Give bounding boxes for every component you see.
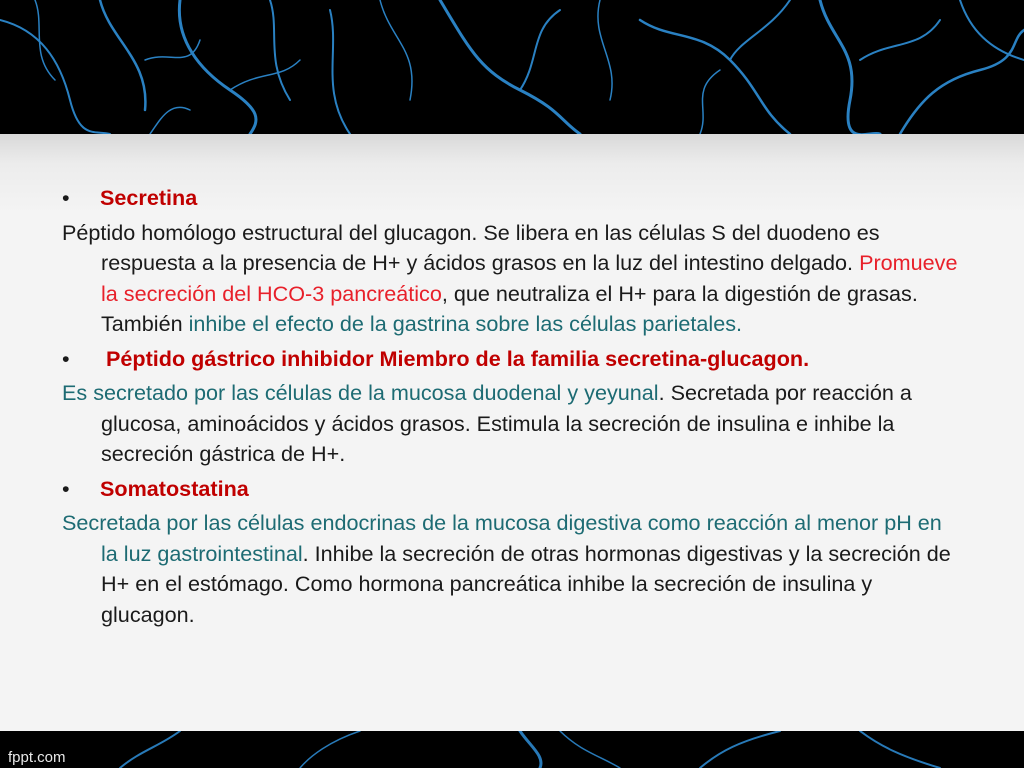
paragraph-gip <box>62 378 962 470</box>
text-secretina-c: , que neutraliza el H+ para la digestión de grasas. También <box>101 280 918 336</box>
bullet-dot: • <box>62 185 70 210</box>
text-gip-b: . Secretada por reacción a glucosa, aminoácidos y ácidos grasos. Estimula la secreción de insulina e inhibe la secreción gástrica de H+. <box>101 380 912 466</box>
paragraph-somatostatina <box>62 508 962 630</box>
slide-text-body <box>62 183 962 634</box>
footer-brand-text: fppt.com <box>8 749 66 766</box>
text-gip-teal: Es secretado por las células de la mucosa duodenal y yeyunal <box>62 380 659 405</box>
text-secretina-teal: inhibe el efecto de la gastrina sobre las células parietales. <box>188 311 742 336</box>
footer-background-band <box>0 731 1024 768</box>
slide-content-panel <box>0 134 1024 731</box>
bullet-somatostatina <box>62 474 962 505</box>
blue-vein-decoration-footer <box>0 731 1024 768</box>
heading-gip: Péptido gástrico inhibidor Miembro de la familia secretina-glucagon. <box>106 345 810 371</box>
text-secretina-red: Promueve la secreción del HCO-3 pancreático <box>101 250 958 306</box>
heading-secretina: Secretina <box>100 185 198 210</box>
bullet-dot: • <box>62 475 70 501</box>
text-somatostatina-teal: Secretada por las células endocrinas de la mucosa digestiva como reacción al menor pH en la luz gastrointestinal <box>62 510 942 566</box>
bullet-gip <box>62 344 962 375</box>
paragraph-secretina <box>62 218 962 340</box>
header-background-band <box>0 0 1024 134</box>
bullet-secretina <box>62 183 962 214</box>
heading-somatostatina: Somatostatina <box>100 475 249 501</box>
text-secretina-a: Péptido homólogo estructural del glucagon. Se libera en las células S del duodeno es respuesta a la presencia de H+ y ácidos grasos en la luz del intestino delgado. <box>62 219 880 275</box>
blue-vein-decoration <box>0 0 1024 134</box>
bullet-dot: • <box>62 345 70 371</box>
text-somatostatina-b: . Inhibe la secreción de otras hormonas digestivas y la secreción de H+ en el estómago. Como hormona pancreática inhibe la secreción de insulina y glucagon. <box>101 540 951 627</box>
